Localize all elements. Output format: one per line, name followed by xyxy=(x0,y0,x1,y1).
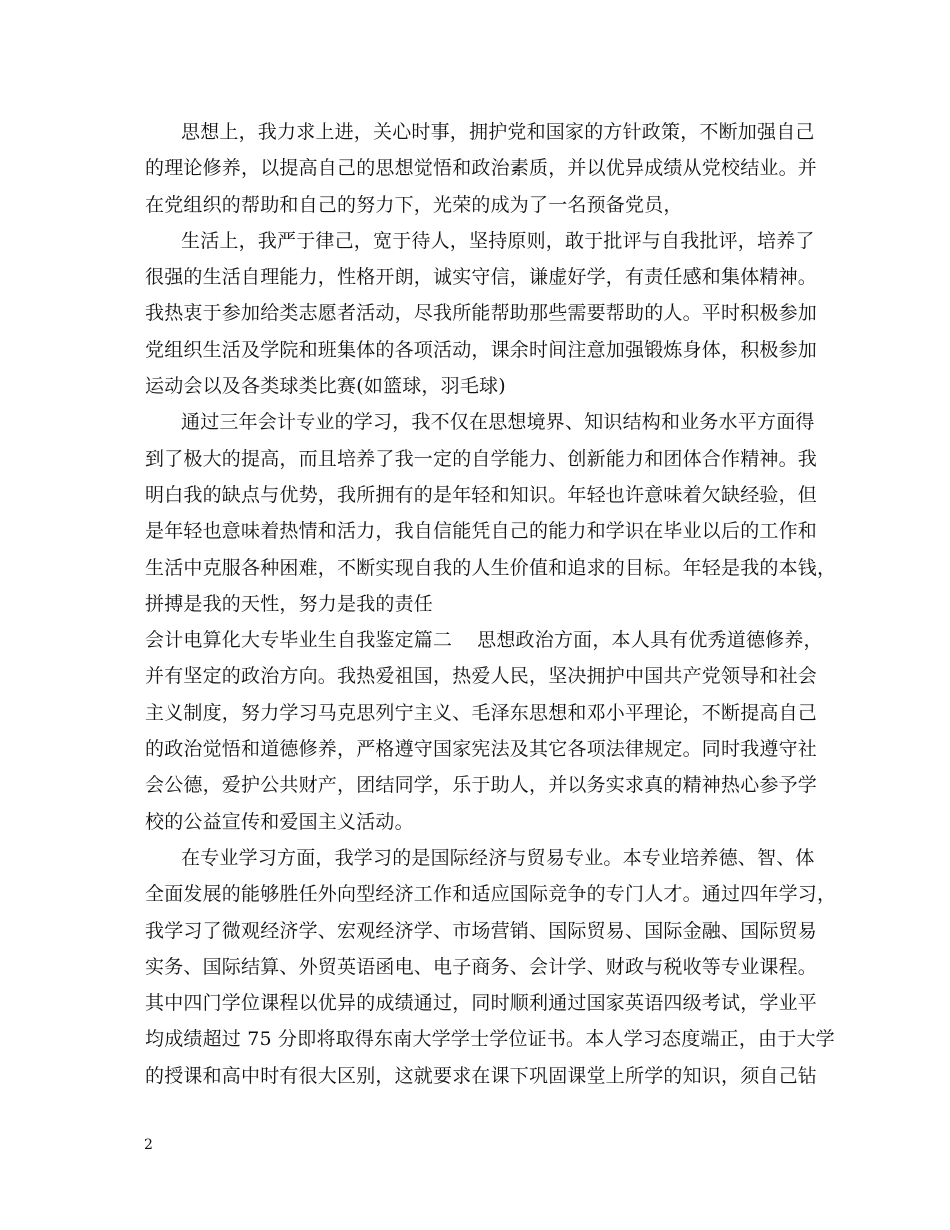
text-line: 其中四门学位课程以优异的成绩通过，同时顺利通过国家英语四级考试，学业平 xyxy=(145,992,818,1015)
document-body xyxy=(145,114,837,1094)
text-line: 的政治觉悟和道德修养，严格遵守国家宪法及其它各项法律规定。同时我遵守社 xyxy=(145,738,818,761)
text-line: 会计电算化大专毕业生自我鉴定篇二 思想政治方面，本人具有优秀道德修养， xyxy=(145,629,823,652)
text-line: 生活上，我严于律己，宽于待人，坚持原则，敢于批评与自我批评，培养了 xyxy=(181,229,815,252)
text-line: 我热衷于参加给类志愿者活动，尽我所能帮助那些需要帮助的人。平时积极参加 xyxy=(145,302,818,325)
text-line: 到了极大的提高，而且培养了我一定的自学能力、创新能力和团体合作精神。我 xyxy=(145,447,818,470)
text-line: 的授课和高中时有很大区别，这就要求在课下巩固课堂上所学的知识，须自己钻 xyxy=(145,1064,818,1087)
text-line: 的理论修养，以提高自己的思想觉悟和政治素质，并以优异成绩从党校结业。并 xyxy=(145,157,818,180)
text-line: 是年轻也意味着热情和活力，我自信能凭自己的能力和学识在毕业以后的工作和 xyxy=(145,520,818,543)
text-line: 并有坚定的政治方向。我热爱祖国，热爱人民，坚决拥护中国共产党领导和社会 xyxy=(145,665,818,688)
text-line: 明白我的缺点与优势，我所拥有的是年轻和知识。年轻也许意味着欠缺经验，但 xyxy=(145,483,818,506)
text-line: 运动会以及各类球类比赛(如篮球，羽毛球) xyxy=(145,375,506,398)
page-number: 2 xyxy=(144,1137,153,1153)
text-line: 会公德，爱护公共财产，团结同学，乐于助人，并以务实求真的精神热心参予学 xyxy=(145,774,818,797)
text-line: 校的公益宣传和爱国主义活动。 xyxy=(145,810,414,833)
text-line: 思想上，我力求上进，关心时事，拥护党和国家的方针政策，不断加强自己 xyxy=(181,121,815,143)
text-line: 主义制度，努力学习马克思列宁主义、毛泽东思想和邓小平理论，不断提高自己 xyxy=(145,701,818,724)
text-line: 拼搏是我的天性，努力是我的责任 xyxy=(145,592,434,615)
text-line: 全面发展的能够胜任外向型经济工作和适应国际竞争的专门人才。通过四年学习， xyxy=(145,883,837,906)
text-line: 通过三年会计专业的学习，我不仅在思想境界、知识结构和业务水平方面得 xyxy=(181,411,815,434)
text-line: 在专业学习方面，我学习的是国际经济与贸易专业。本专业培养德、智、体 xyxy=(181,846,815,869)
text-line: 在党组织的帮助和自己的努力下，光荣的成为了一名预备党员， xyxy=(145,193,683,216)
text-line: 实务、国际结算、外贸英语函电、电子商务、会计学、财政与税收等专业课程。 xyxy=(145,955,818,978)
text-line: 生活中克服各种困难，不断实现自我的人生价值和追求的目标。年轻是我的本钱， xyxy=(145,556,837,579)
text-line: 均成绩超过 75 分即将取得东南大学学士学位证书。本人学习态度端正，由于大学 xyxy=(145,1028,835,1051)
text-line: 我学习了微观经济学、宏观经济学、市场营销、国际贸易、国际金融、国际贸易 xyxy=(145,919,818,942)
text-line: 很强的生活自理能力，性格开朗，诚实守信，谦虚好学，有责任感和集体精神。 xyxy=(145,266,818,289)
text-line: 党组织生活及学院和班集体的各项活动，课余时间注意加强锻炼身体，积极参加 xyxy=(145,338,818,361)
